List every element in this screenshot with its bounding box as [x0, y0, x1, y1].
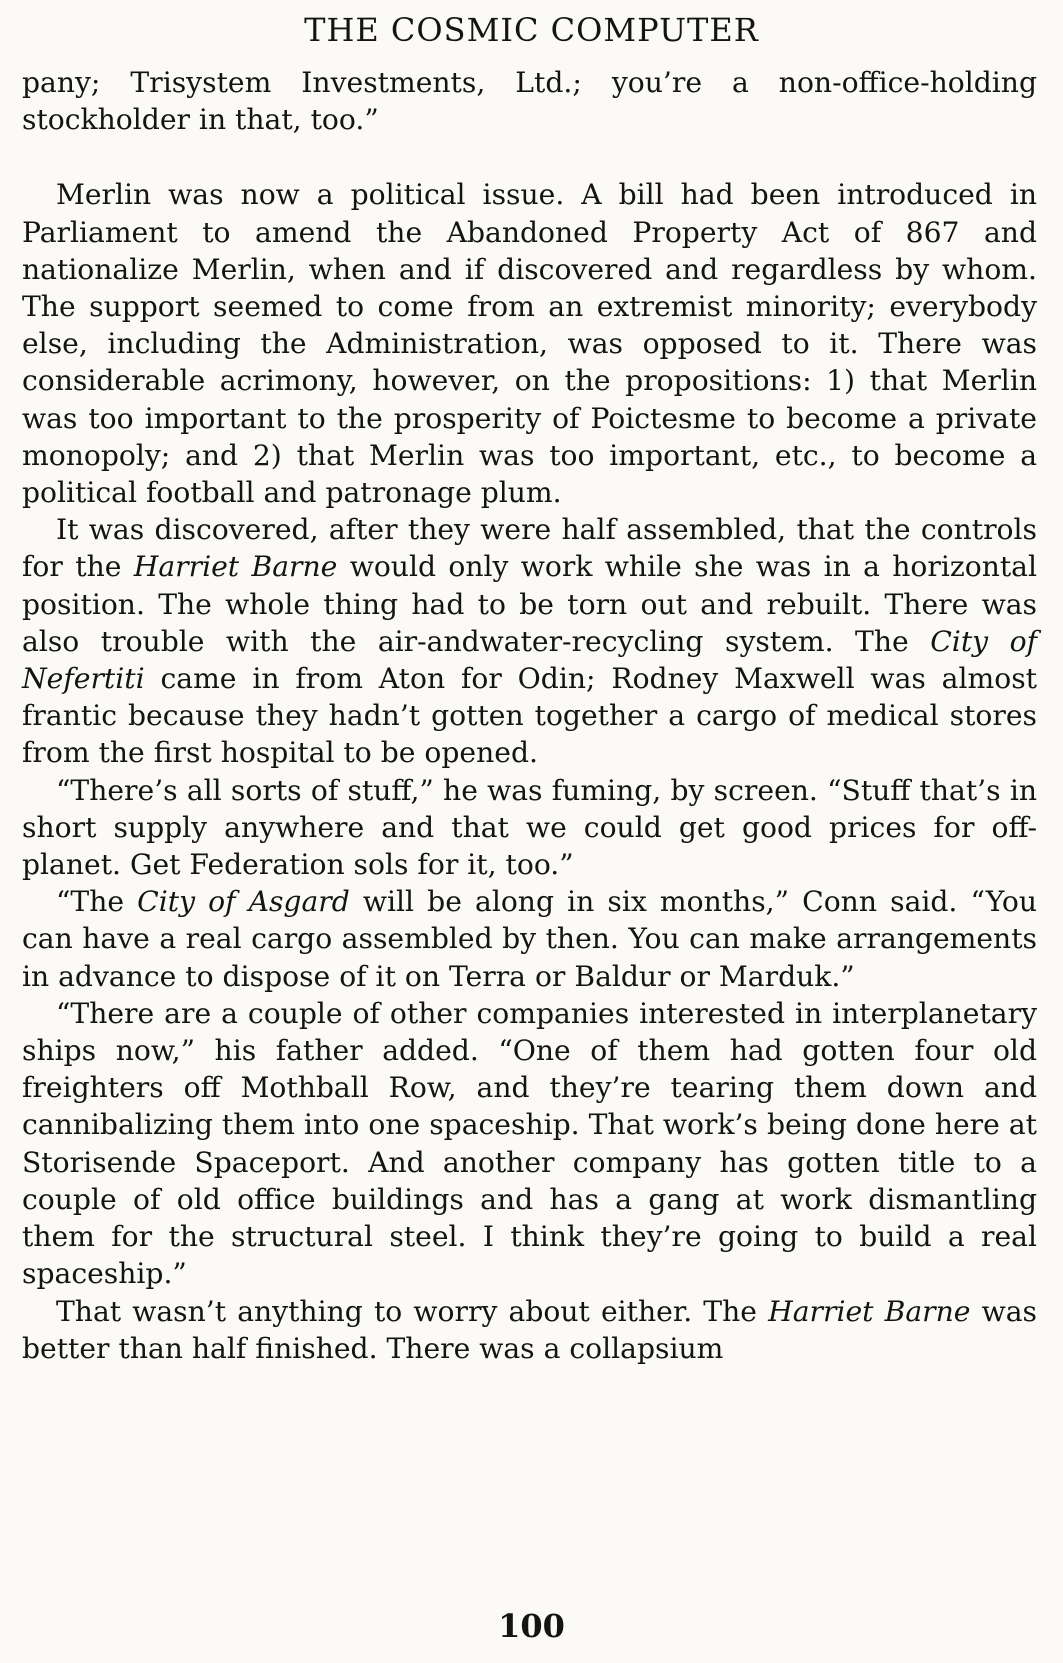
ship-name: City of Asgard — [137, 885, 350, 919]
paragraph-other-companies: “There are a couple of other companies interested in interplanetary ships now,” his father added. “One of them had gotten four old freighters off Mothball Row, and they’re tearing them down and cannibalizing them into one spaceship. That work’s being done here at Storisende Spaceport. And another company has gotten title to a couple of old office buildings and has a gang at work dismantling them for the structural steel. I think they’re going to build a real spaceship.” — [22, 996, 1037, 1291]
text-run: came in from Aton for Odin; Rodney Maxwell was almost frantic because they hadn’t gotten together a cargo of medical stores from the first hospital to be opened. — [22, 662, 1037, 770]
ship-name: City of Nefertiti — [22, 624, 1037, 696]
paragraph-continuation: pany; Trisystem Investments, Ltd.; you’re a non-office-holding stockholder in that, too.” — [22, 66, 1037, 137]
running-head: THE COSMIC COMPUTER — [304, 11, 759, 49]
paragraph-harriet-barne-controls — [22, 511, 1037, 771]
text-run: That wasn’t anything to worry about either. The — [56, 1294, 769, 1328]
text-run: will be along in six months,” Conn said. “You can have a real cargo assembled by then. You can make arrangements in advance to dispose of it on Terra or Baldur or Marduk.” — [22, 885, 1037, 993]
paragraph-merlin-issue: Merlin was now a political issue. A bill had been introduced in Parliament to amend the Abandoned Property Act of 867 and nationalize Merlin, when and if discovered and regardless by whom. The support seemed to come from an extremist minority; everybody else, including the Administration, was opposed to it. There was considerable acrimony, however, on the propositions: 1) that Merlin was too important to the prosperity of Poictesme to become a private monopoly; and 2) that Merlin was too important, etc., to become a political football and patronage plum. — [22, 178, 1037, 510]
page-number: 100 — [498, 1607, 565, 1645]
text-run: was better than half finished. There was a collapsium — [22, 1294, 1038, 1365]
paragraph-collapsium — [22, 1293, 1037, 1367]
paragraph-city-of-asgard — [22, 883, 1037, 995]
text-run: It was discovered, after they were half assembled, that the controls for the — [22, 513, 1037, 584]
ship-name: Harriet Barne — [768, 1294, 971, 1328]
ship-name: Harriet Barne — [133, 550, 338, 584]
text-run: “The — [56, 885, 138, 919]
body-text — [22, 64, 1037, 1367]
text-run: would only work while she was in a horizontal position. The whole thing had to be torn out and rebuilt. There was also trouble with the air-andwater-recycling system. The — [22, 550, 1037, 658]
paragraph-stuff-fuming: “There’s all sorts of stuff,” he was fuming, by screen. “Stuff that’s in short supply anywhere and that we could get good prices for off-planet. Get Federation sols for it, too.” — [22, 773, 1037, 882]
